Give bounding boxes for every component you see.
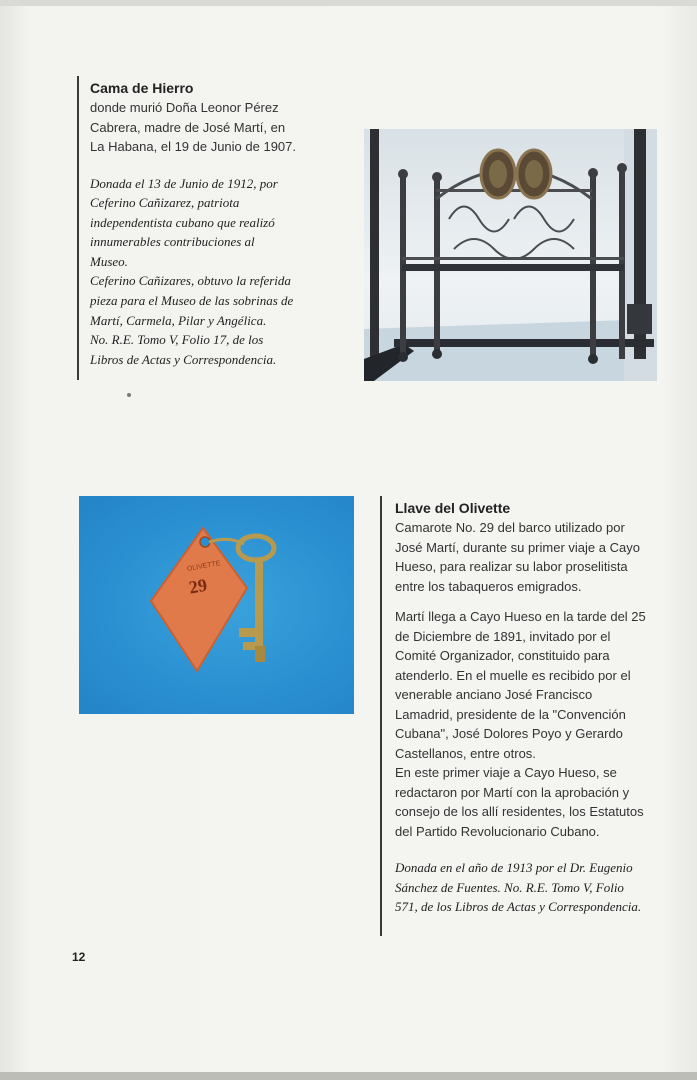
- key-donation-line: 571, de los Libros de Actas y Correspondencia.: [395, 899, 642, 915]
- key-title: Llave del Olivette: [395, 500, 511, 516]
- key-paragraph-line: atenderlo. En el muelle es recibido por el: [395, 667, 631, 683]
- bed-description-line: donde murió Doña Leonor Pérez: [90, 100, 279, 115]
- key-paragraph-line: de Diciembre de 1891, invitado por el: [395, 628, 611, 644]
- bed-donation-line: Libros de Actas y Correspondencia.: [90, 351, 277, 367]
- bed-donation-line: No. R.E. Tomo V, Folio 17, de los: [90, 332, 264, 348]
- bed-donation-line: independentista cubano que realizó: [90, 214, 275, 230]
- bed-description-line: Cabrera, madre de José Martí, en: [90, 119, 286, 135]
- key-paragraph-line: Castellanos, entre otros.: [395, 745, 536, 761]
- tag-number: 29: [187, 574, 209, 598]
- key-paragraph-line: Comité Organizador, constituido para: [395, 648, 610, 663]
- iron-bed-illustration: [364, 129, 657, 381]
- key-and-tag-illustration: [79, 496, 354, 714]
- bed-text-block: [77, 76, 339, 380]
- key-paragraph-line: venerable anciano José Francisco: [395, 687, 593, 702]
- key-paragraph-line: Camarote No. 29 del barco utilizado por: [395, 520, 625, 535]
- page-number: 12: [72, 950, 86, 964]
- key-text-block: [380, 496, 685, 936]
- bed-donation-line: Ceferino Cañizares, obtuvo la referida: [90, 273, 291, 289]
- key-paragraph-line: entre los tabaqueros emigrados.: [395, 578, 582, 594]
- bed-title: Cama de Hierro: [90, 80, 194, 96]
- key-donation-line: Donada en el año de 1913 por el Dr. Eugenio: [395, 860, 633, 875]
- bed-donation-line: innumerables contribuciones al: [90, 234, 255, 250]
- olivette-key-photo: [79, 496, 354, 714]
- bed-donation-line: Martí, Carmela, Pilar y Angélica.: [90, 312, 267, 328]
- bed-donation-line: pieza para el Museo de las sobrinas de: [90, 293, 294, 309]
- print-speck: [127, 393, 131, 397]
- key-paragraph-line: del Partido Revolucionario Cubano.: [395, 823, 600, 839]
- tag-text: OLIVETTE: [186, 560, 222, 573]
- key-paragraph-line: Cubana", José Dolores Poyo y Gerardo: [395, 726, 623, 741]
- key-paragraph-line: consejo de los allí residentes, los Estatutos: [395, 804, 644, 819]
- key-paragraph-line: redactaron por Martí con la aprobación y: [395, 784, 630, 800]
- bed-donation-line: Donada el 13 de Junio de 1912, por: [90, 175, 278, 191]
- top-edge: [0, 0, 697, 6]
- bottom-edge: [0, 1072, 697, 1080]
- key-paragraph-line: Lamadrid, presidente de la "Convención: [395, 706, 626, 722]
- key-paragraph-line: Hueso, para realizar su labor proselitista: [395, 559, 628, 574]
- iron-bed-photo: [364, 129, 657, 381]
- vertical-rule: [380, 496, 382, 936]
- bed-donation-line: Ceferino Cañizarez, patriota: [90, 195, 240, 211]
- key-paragraph-line: José Martí, durante su primer viaje a Cayo: [395, 539, 640, 555]
- key-donation-line: Sánchez de Fuentes. No. R.E. Tomo V, Folio: [395, 879, 624, 895]
- key-paragraph-line: Martí llega a Cayo Hueso en la tarde del 25: [395, 609, 646, 624]
- vertical-rule: [77, 76, 79, 380]
- key-paragraph-line: En este primer viaje a Cayo Hueso, se: [395, 765, 617, 780]
- bed-description-line: La Habana, el 19 de Junio de 1907.: [90, 139, 297, 154]
- bed-donation-line: Museo.: [90, 253, 128, 269]
